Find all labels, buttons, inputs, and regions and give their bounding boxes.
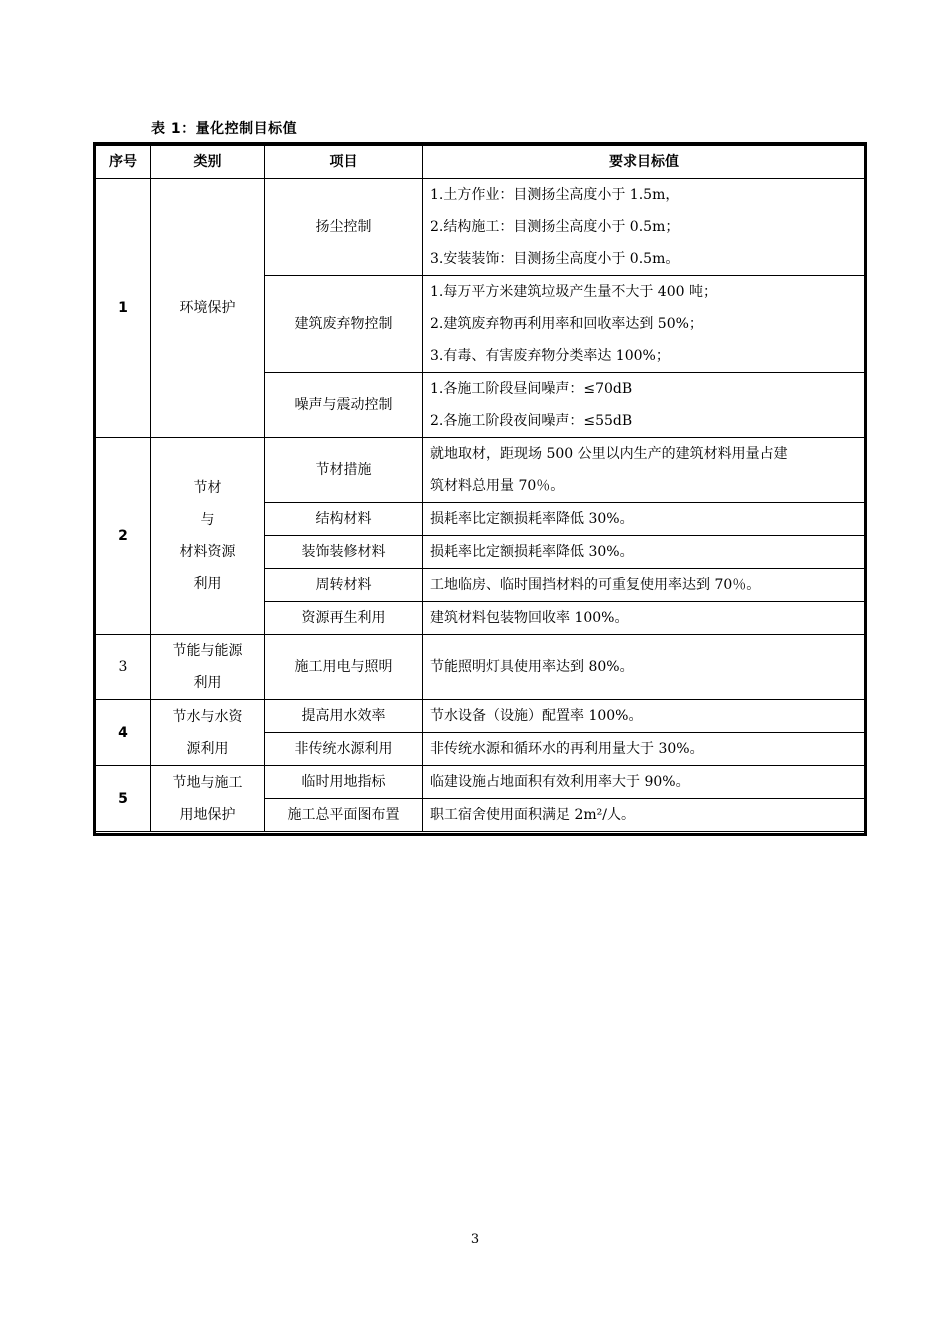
category-line: 用地保护 — [179, 806, 236, 823]
row-item: 施工用电与照明 — [265, 635, 423, 700]
row-target — [423, 373, 866, 438]
category-line: 节水与水资 — [172, 708, 243, 725]
row-no: 5 — [96, 766, 151, 832]
row-item: 节材措施 — [265, 438, 423, 503]
row-target: 节水设备（设施）配置率 100%。 — [423, 700, 866, 733]
row-target: 损耗率比定额损耗率降低 30%。 — [423, 536, 866, 569]
row-target — [423, 276, 866, 373]
table-row — [96, 700, 866, 733]
row-item: 装饰装修材料 — [265, 536, 423, 569]
row-no: 3 — [96, 635, 151, 700]
category-line: 节地与施工 — [172, 774, 243, 791]
row-item: 建筑废弃物控制 — [265, 276, 423, 373]
category-line: 与 — [200, 512, 215, 528]
quantified-targets-table — [95, 145, 866, 832]
row-item: 结构材料 — [265, 503, 423, 536]
header-target: 要求目标值 — [423, 146, 866, 179]
table-row — [96, 635, 866, 700]
category-line: 材料资源 — [179, 544, 236, 560]
table-header-row — [96, 146, 866, 179]
target-line: 就地取材，距现场 500 公里以内生产的建筑材料用量占建 — [430, 446, 788, 462]
category-line: 利用 — [193, 675, 222, 691]
row-category — [151, 700, 265, 766]
row-target: 建筑材料包装物回收率 100%。 — [423, 602, 866, 635]
row-target: 职工宿舍使用面积满足 2m²/人。 — [423, 799, 866, 832]
target-line: 2.建筑废弃物再利用率和回收率达到 50%； — [430, 316, 703, 332]
header-no: 序号 — [96, 146, 151, 179]
row-target: 非传统水源和循环水的再利用量大于 30%。 — [423, 733, 866, 766]
row-item: 提高用水效率 — [265, 700, 423, 733]
row-item: 扬尘控制 — [265, 179, 423, 276]
target-line: 3.有毒、有害废弃物分类率达 100%； — [430, 348, 670, 364]
row-item: 周转材料 — [265, 569, 423, 602]
target-line: 筑材料总用量 70％。 — [430, 478, 565, 494]
target-line: 1.土方作业：目测扬尘高度小于 1.5m， — [430, 187, 680, 203]
header-item: 项目 — [265, 146, 423, 179]
target-line: 3.安装装饰：目测扬尘高度小于 0.5m。 — [430, 251, 680, 267]
category-line: 节材 — [193, 480, 222, 496]
target-line: 2.各施工阶段夜间噪声：≤55dB — [430, 413, 633, 429]
row-category: 环境保护 — [151, 179, 265, 438]
row-item: 资源再生利用 — [265, 602, 423, 635]
row-target: 损耗率比定额损耗率降低 30%。 — [423, 503, 866, 536]
header-category: 类别 — [151, 146, 265, 179]
row-category — [151, 766, 265, 832]
category-line: 利用 — [193, 576, 222, 592]
row-category — [151, 438, 265, 635]
target-line: 1.各施工阶段昼间噪声：≤70dB — [430, 381, 633, 397]
table-caption: 表 1：量化控制目标值 — [151, 121, 298, 137]
row-target — [423, 438, 866, 503]
table-row — [96, 766, 866, 799]
row-target — [423, 179, 866, 276]
category-line: 节能与能源 — [172, 643, 243, 659]
row-item: 临时用地指标 — [265, 766, 423, 799]
row-item: 施工总平面图布置 — [265, 799, 423, 832]
row-no: 4 — [96, 700, 151, 766]
row-item: 非传统水源利用 — [265, 733, 423, 766]
row-target: 临建设施占地面积有效利用率大于 90%。 — [423, 766, 866, 799]
row-no: 1 — [96, 179, 151, 438]
row-target: 节能照明灯具使用率达到 80%。 — [423, 635, 866, 700]
row-no: 2 — [96, 438, 151, 635]
target-line: 1.每万平方米建筑垃圾产生量不大于 400 吨； — [430, 284, 717, 300]
row-target: 工地临房、临时围挡材料的可重复使用率达到 70％。 — [423, 569, 866, 602]
table-row — [96, 179, 866, 276]
row-item: 噪声与震动控制 — [265, 373, 423, 438]
target-line: 2.结构施工：目测扬尘高度小于 0.5m； — [430, 219, 680, 235]
table-row — [96, 438, 866, 503]
row-category — [151, 635, 265, 700]
page-number: 3 — [470, 1232, 480, 1247]
category-line: 源利用 — [186, 740, 229, 757]
